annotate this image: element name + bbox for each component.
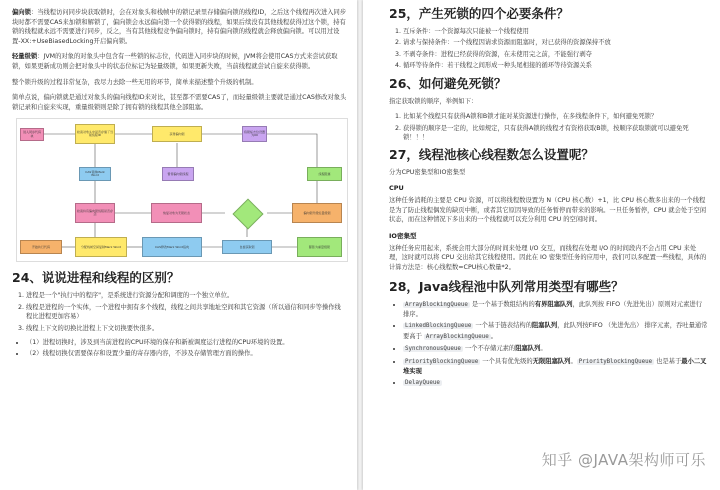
intro-26: 指定获取锁的顺序，举例如下： [389,97,478,105]
code-span: LinkedBlockingQueue [405,323,472,330]
queue-list [389,300,708,389]
io-subheading: IO密集型 [389,231,417,240]
queue-item-synchronous [403,344,708,354]
intro-27: 分为CPU密集型和IO密集型 [389,169,466,177]
heading-28: 28，Java线程池中队列常用类型有哪些？ [389,278,624,294]
text-span: 。 [490,332,498,340]
code-span: DelayQueue [405,380,440,387]
flow-node-check-alive: 检查持有偏向锁线程是否存活 [75,203,115,223]
left-page [0,0,357,490]
flow-node-exec-code: 开始执行代码 [20,240,62,254]
flow-node-restore: 恢复对象为无锁状态 [151,203,202,223]
biased-lock-paragraph [12,8,347,46]
io-paragraph: 这种任务应用起来，系统会用大部分的时间来处理 I/O 交互，而线程在处理 I/O 的时间段内不会占用 CPU 来处理，这时就可以将 CPU 交出给其它线程使用。因此在 IO 密集型任务的应用中，我们可以多配置一些线程，具体的计算方法是：核心线程数=CPU核心数量*2。 [389,244,707,271]
watermark: 知乎 @JAVA架构师可乐 [541,451,706,469]
flow-node-upgrade: 偏向锁升级轻量级锁 [292,203,342,223]
flow-node-set-flag: 将锁标志位设置为00 [242,126,267,142]
text-span: ，此队列按FIFO （先进先出） 排序元素，吞吐量通常要高于 [403,322,708,340]
list-item: 1. 互斥条件：一个资源每次只能被一个线程使用 [403,27,708,36]
cpu-paragraph: 这种任务消耗的主要是 CPU 资源，可以将线程数设置为 N（CPU 核心数）+1，比 CPU 核心数多出来的一个线程是为了防止线程偶发的缺页中断，或者其它原因导致的任务暂停而带来的影响。一旦任务暂停，CPU 就会处于空闲状态，而在这种情况下多出来的一个线程就可以充分利用 CPU 的空闲时间。 [389,197,707,224]
bold-span: 阻塞队列 [515,345,541,353]
code-span: SynchronousQueue [405,346,461,353]
list-item: • （2）线程切换仅需要保存和设置少量的寄存器内容，不涉及存储管理方面的操作。 [26,349,347,358]
bold-span: 最小二叉堆实现 [403,357,707,376]
lock-upgrade-flowchart [16,118,348,262]
flow-node-check-header: 检查对象头中是否存储了当前线程ID [75,124,115,144]
code-span: PriorityBlockingQueue [405,358,479,365]
flow-node-cas-markword: CAS替换Mark Word [79,167,111,181]
process-paragraph: 整个锁升级的过程非常复杂，我尽力去除一些无用的环节，简单来描述整个升级的机制。 [12,78,258,86]
text-span: 一个基于链表结构的 [473,322,532,330]
list-item: • （1）进程切换时，涉及到当前进程的CPU环境的保存和新被调度运行进程的CPU环境的设置。 [26,338,347,347]
queue-item-priority [403,357,708,377]
bold-span: 无限阻塞队列 [532,357,571,365]
code-span: ArrayBlockingQueue [405,301,468,308]
queue-item-linked [403,321,708,342]
summary-paragraph: 简单点说，偏向锁就是通过对象头的偏向线程ID来对比，甚至都不需要CAS了，而轻量级锁主要就是通过CAS修改对象头锁记录和自旋来实现，重量级锁则是除了拥有锁的线程其他全部阻塞。 [12,94,347,111]
heading-24: 24、说说进程和线程的区别？ [12,270,180,286]
bullets-24 [12,338,347,359]
text-span: 一个不存储元素的 [462,345,516,353]
heading-25: 25，产生死锁的四个必要条件？ [389,6,569,21]
flow-node-get-biased: 获得偏向锁 [152,126,202,142]
list-item: 1. 进程是一个"执行中的程序"，是系统进行资源分配和调度的一个独立单位。 [26,291,347,300]
biased-lock-text: ：当线程访问同步块获取锁时，会在对象头和栈帧中的锁记录里存储偏向锁的线程ID，之后这个线程再次进入同步块时都不需要CAS来加锁和解锁了，偏向锁会永远偏向第一个获得锁的线程，如果后续没有其他线程获得过这个锁，持有锁的线程就永远不需要进行同步，反之，当有其他线程竞争偏向锁时，持有偏向锁的线程就会释放偏向锁。可以用过设置-XX:+UseBiasedLocking开启偏向锁。 [12,9,347,45]
flow-node-inflate: 膨胀为重量级锁 [297,237,342,257]
list-25 [389,27,708,71]
text-span: ，此队列按 FIFO（先进先出）原则对元素进行排序。 [403,300,702,318]
list-24 [12,291,347,333]
flow-node-alloc-stack: 分配栈帧空间复制Mark Word [75,237,127,257]
list-26 [389,112,708,142]
text-span: 一个具有优先级的 [480,357,533,365]
flow-node-block: 线程阻塞 [307,167,342,181]
text-span: 。 [540,345,547,353]
heading-27: 27，线程池核心线程数怎么设置呢？ [389,147,594,163]
text-span: 也是基于 [654,357,682,365]
flow-node-pause-thread: 暂停偏向锁线程 [162,167,194,181]
bold-span: 阻塞队列 [532,322,558,330]
text-span: 。 [570,357,577,365]
list-item: 2. 获得锁的顺序是一定的，比如规定，只有获得A锁的线程才有资格获取B锁，按顺序获取锁就可以避免死锁！！！ [403,124,708,143]
list-item: 3. 线程上下文的切换比进程上下文切换要快很多。 [26,324,347,333]
queue-item-array [403,300,708,320]
flow-node-enter-sync: 进入同步代码块 [20,128,44,141]
cpu-subheading: CPU [389,184,404,193]
list-item: 2. 线程是进程的一个实体，一个进程中拥有多个线程，线程之间共享地址空间和其它资源（所以通信和同步等操作线程比进程更加容易） [26,303,347,322]
flow-node-cas-modify: CAS修改Mark Word指向 [142,237,202,257]
flow-node-spin: 自旋获取锁 [222,240,272,254]
list-item: 2. 请求与保持条件：一个线程因请求资源而阻塞时，对已获得的资源保持不放 [403,38,708,47]
list-item: 3. 不剥夺条件：进程已经获得的资源，在未使用完之前，不能强行剥夺 [403,50,708,59]
lightweight-lock-text: ：JVM的对象的对象头中包含有一些锁的标志位，代码进入同步块的时候，JVM将会使用CAS方式来尝试获取锁，如果更新成功则会把对象头中的状态位标记为轻量级锁，如果更新失败，当前线程就尝试自旋来获得锁。 [12,53,338,70]
heading-26: 26、如何避免死锁？ [389,75,507,91]
code-span: PriorityBlockingQueue [578,358,653,365]
code-span: ArrayBlockingQueue [425,333,489,340]
text-span: 是一个基于数组结构的 [469,300,535,308]
list-item: 4. 循环等待条件：若干线程之间形成一种头尾相接的循环等待资源关系 [403,61,708,70]
lightweight-lock-term: 轻量级锁 [12,53,38,61]
queue-item-delay [403,378,708,388]
lightweight-lock-paragraph [12,52,347,71]
list-item: 1. 比如某个线程只有获得A锁和B锁才能对某资源进行操作，在多线程条件下，如何避免死锁？ [403,112,708,121]
right-page [363,0,720,490]
bold-span: 有界阻塞队列 [534,300,573,308]
biased-lock-term: 偏向锁 [12,9,31,16]
